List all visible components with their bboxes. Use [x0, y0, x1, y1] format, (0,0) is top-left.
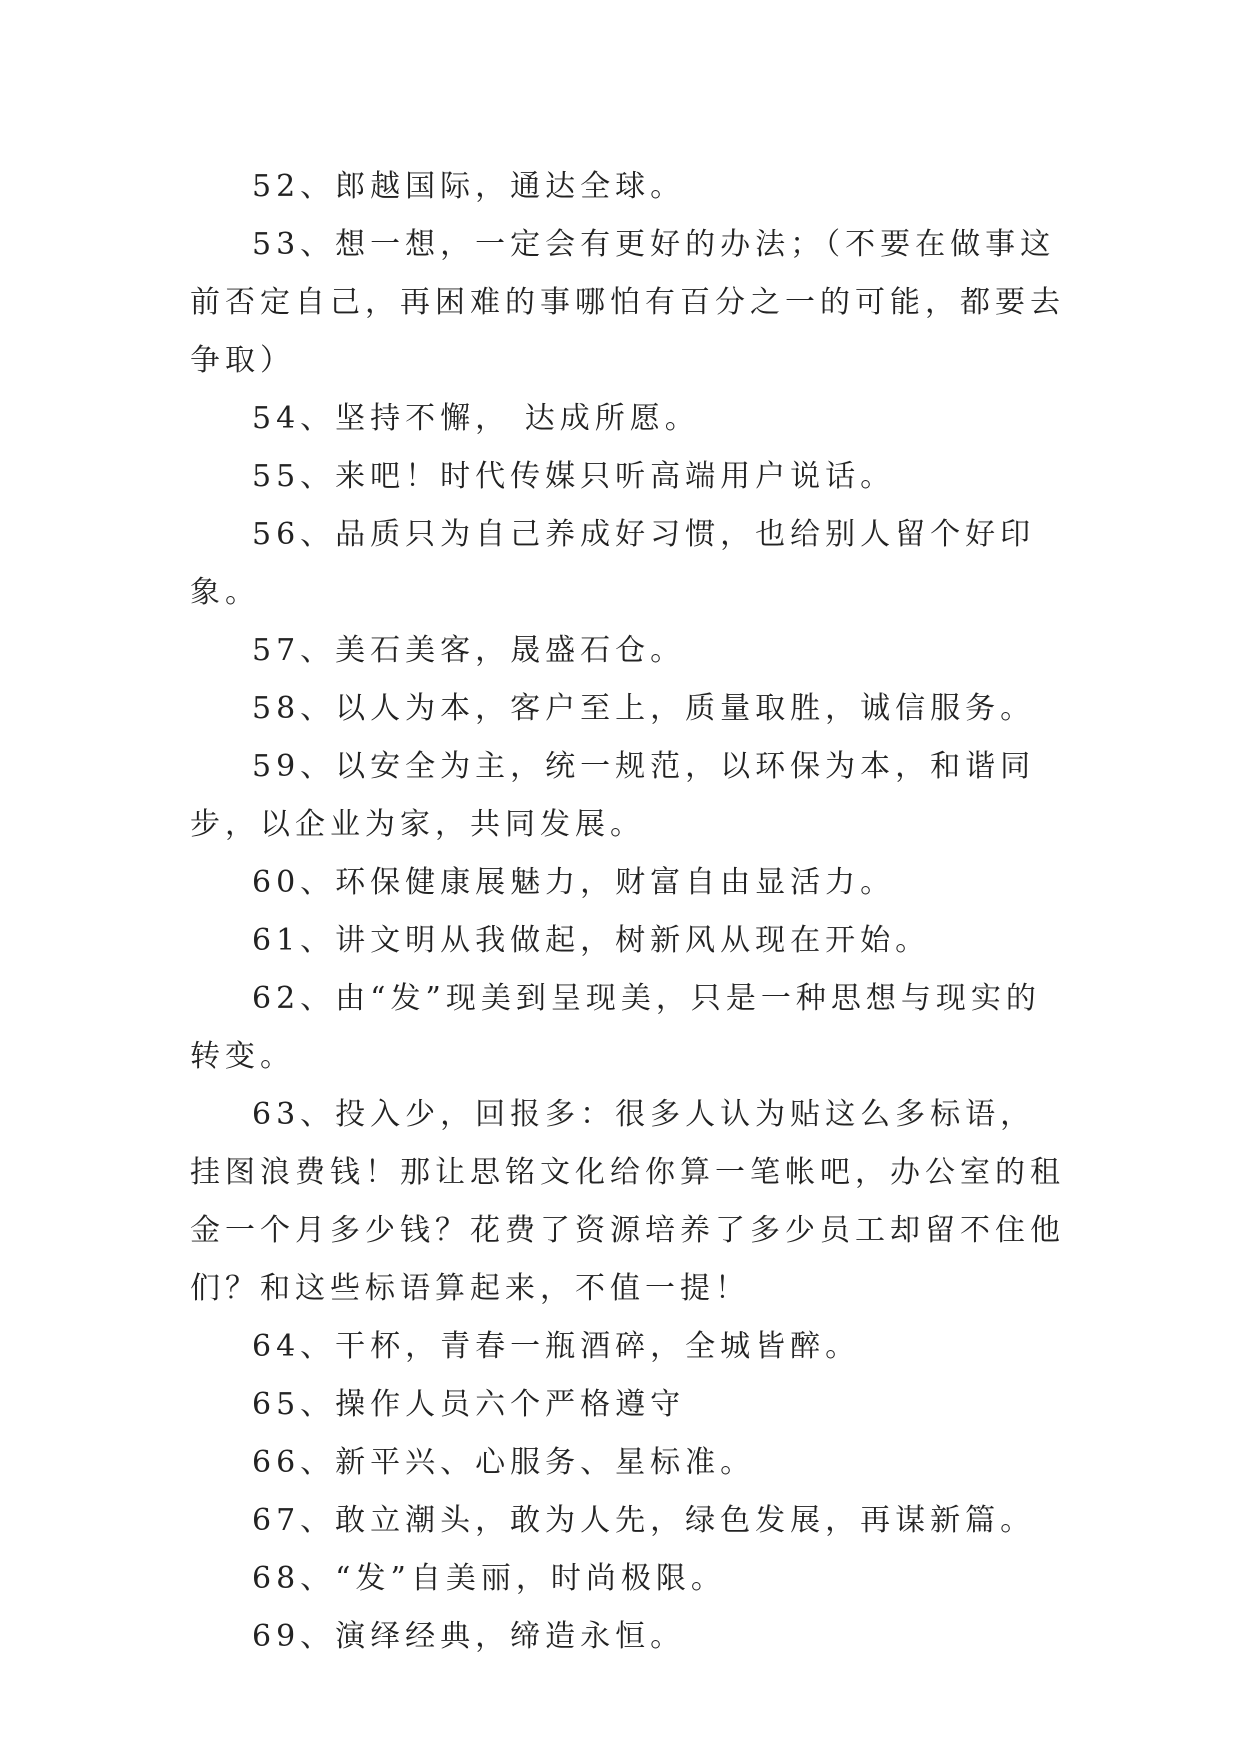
slogan-paragraph-68: 68、“发”自美丽，时尚极限。 — [252, 1561, 726, 1596]
slogan-paragraph-57: 57、美石美客，晟盛石仓。 — [252, 633, 686, 668]
slogan-paragraph-52: 52、郎越国际，通达全球。 — [252, 169, 686, 204]
document-body — [190, 158, 1070, 1666]
slogan-paragraph-54: 54、坚持不懈， 达成所愿。 — [252, 401, 700, 436]
slogan-paragraph-56: 56、品质只为自己养成好习惯，也给别人留个好印象。 — [190, 517, 1036, 610]
slogan-paragraph-64: 64、干杯，青春一瓶酒碎，全城皆醉。 — [252, 1329, 861, 1364]
slogan-paragraph-60: 60、环保健康展魅力，财富自由显活力。 — [252, 865, 896, 900]
slogan-paragraph-59: 59、以安全为主，统一规范，以环保为本，和谐同步，以企业为家，共同发展。 — [190, 749, 1036, 842]
slogan-paragraph-67: 67、敢立潮头，敢为人先，绿色发展，再谋新篇。 — [252, 1503, 1036, 1538]
slogan-paragraph-61: 61、讲文明从我做起，树新风从现在开始。 — [252, 923, 931, 958]
slogan-paragraph-69: 69、演绎经典，缔造永恒。 — [252, 1619, 686, 1654]
slogan-paragraph-55: 55、来吧！时代传媒只听高端用户说话。 — [252, 459, 896, 494]
slogan-paragraph-58: 58、以人为本，客户至上，质量取胜，诚信服务。 — [252, 691, 1036, 726]
slogan-paragraph-66: 66、新平兴、心服务、星标准。 — [252, 1445, 756, 1480]
slogan-paragraph-65: 65、操作人员六个严格遵守 — [252, 1387, 686, 1422]
slogan-paragraph-53: 53、想一想，一定会有更好的办法；（不要在做事这前否定自己，再困难的事哪怕有百分之一的可能，都要去争取） — [190, 227, 1065, 378]
slogan-paragraph-62: 62、由“发”现美到呈现美，只是一种思想与现实的转变。 — [190, 981, 1041, 1074]
slogan-paragraph-63: 63、投入少，回报多：很多人认为贴这么多标语，挂图浪费钱！那让思铭文化给你算一笔帐吧，办公室的租金一个月多少钱？花费了资源培养了多少员工却留不住他们？和这些标语算起来，不值一提！ — [190, 1097, 1065, 1306]
